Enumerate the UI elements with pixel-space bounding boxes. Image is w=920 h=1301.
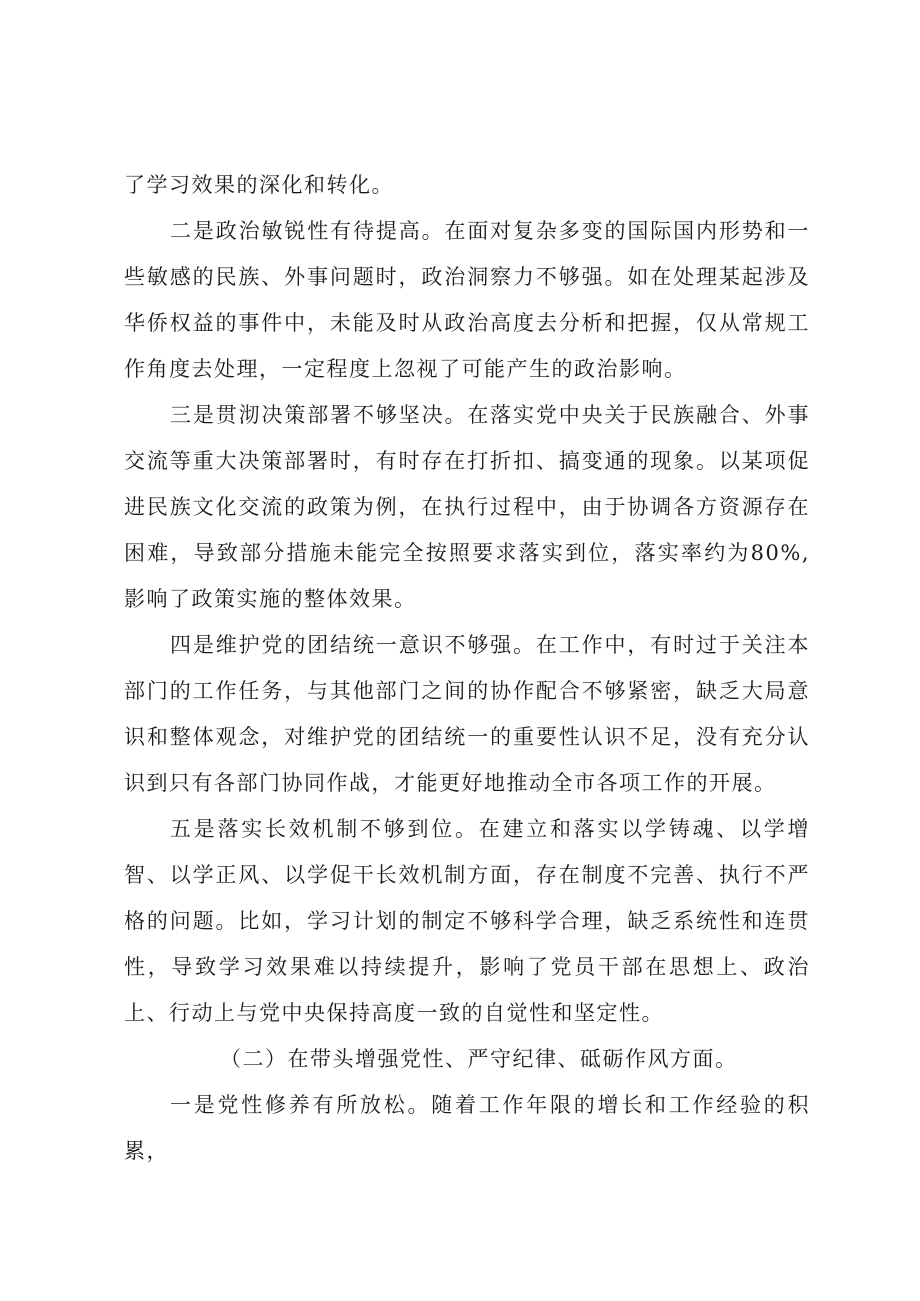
paragraph-party-unity: 四是维护党的团结统一意识不够强。在工作中，有时过于关注本部门的工作任务，与其他部门之间的协作配合不够紧密，缺乏大局意识和整体观念，对维护党的团结统一的重要性认识不足，没有充分认识到只有各部门协同作战，才能更好地推动全市各项工作的开展。: [124, 633, 810, 795]
section-heading: （二）在带头增强党性、严守纪律、砥砺作风方面。: [220, 1047, 738, 1071]
paragraph-party-spirit: 一是党性修养有所放松。随着工作年限的增长和工作经验的积累，: [124, 1093, 810, 1163]
paragraph-decision-implementation: 三是贯沏决策部署不够坚决。在落实党中央关于民族融合、外事交流等重大决策部署时，有时存在打折扣、搞变通的现象。以某项促进民族文化交流的政策为例，在执行过程中，由于协调各方资源存在困难，导致部分措施未能完全按照要求落实到位，落实率约为80%,影响了政策实施的整体效果。: [124, 403, 810, 611]
paragraph-continuation: 了学习效果的深化和转化。: [124, 173, 394, 197]
document-body: [124, 162, 810, 1174]
paragraph-political-sensitivity: 二是政治敏锐性有待提高。在面对复杂多变的国际国内形势和一些敏感的民族、外事问题时，政治洞察力不够强。如在处理某起涉及华侨权益的事件中，未能及时从政治高度去分析和把握，仅从常规工作角度去处理，一定程度上忽视了可能产生的政治影响。: [124, 219, 810, 381]
paragraph-long-term-mechanism: 五是落实长效机制不够到位。在建立和落实以学铸魂、以学增智、以学正风、以学促干长效机制方面，存在制度不完善、执行不严格的问题。比如，学习计划的制定不够科学合理，缺乏系统性和连贯性，导致学习效果难以持续提升，影响了党员干部在思想上、政治上、行动上与党中央保持高度一致的自觉性和坚定性。: [124, 817, 810, 1025]
